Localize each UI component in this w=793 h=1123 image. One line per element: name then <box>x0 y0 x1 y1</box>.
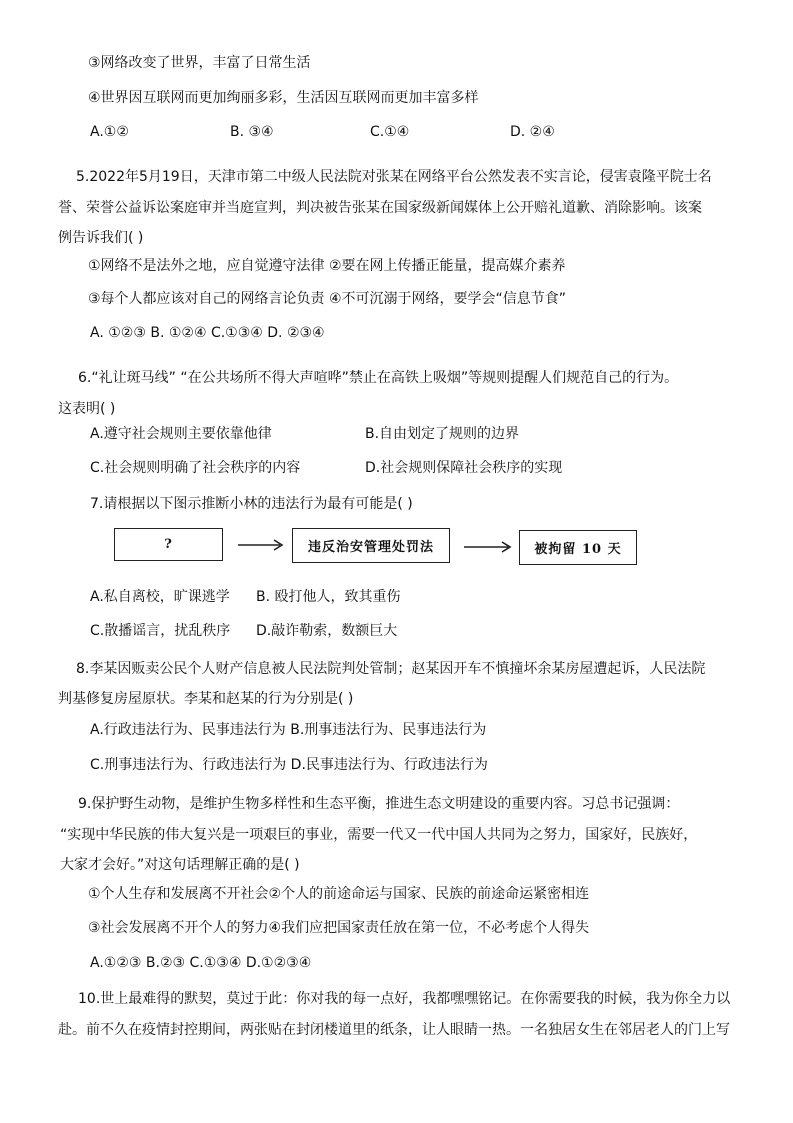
q7-choice-d: D.敲诈勒索，数额巨大 <box>256 623 398 639</box>
q9-options-3-4: ③社会发展离不开个人的努力④我们应把国家责任放在第一位，不必考虑个人得失 <box>88 920 590 936</box>
q9-stem-line1: 9.保护野生动物，是维护生物多样性和生态平衡，推进生态文明建设的重要内容。习总书记强调： <box>78 796 680 812</box>
q4-choice-b: B. ③④ <box>230 124 274 140</box>
q4-choice-a: A.①② <box>90 124 129 140</box>
q4-option-4: ④世界因互联网而更加绚丽多彩，生活因互联网而更加丰富多样 <box>88 90 479 106</box>
q9-stem-line2: “实现中华民族的伟大复兴是一项艰巨的事业，需要一代又一代中国人共同为之努力，国家好，民族好， <box>60 827 698 843</box>
q6-choice-a: A.遵守社会规则主要依靠他律 <box>90 426 272 442</box>
q7-arrow-2 <box>462 538 516 556</box>
q4-choice-d: D. ②④ <box>510 124 555 140</box>
q8-choices-cd: C.刑事违法行为、行政违法行为 D.民事违法行为、行政违法行为 <box>90 757 488 773</box>
q10-stem-line1: 10.世上最难得的默契，莫过于此：你对我的每一点好，我都嘿嘿铭记。在你需要我的时候，我为你全力以 <box>78 991 731 1007</box>
q7-diagram-box-law: 违反治安管理处罚法 <box>292 528 450 563</box>
q8-stem-line2: 判基修复房屋原状。李某和赵某的行为分别是( ) <box>58 691 354 707</box>
q6-stem-line2: 这表明( ) <box>58 401 116 417</box>
q6-choice-b: B.自由划定了规则的边界 <box>365 426 520 442</box>
q4-option-3: ③网络改变了世界，丰富了日常生活 <box>88 55 311 71</box>
q5-stem-line3: 例告诉我们( ) <box>58 230 144 246</box>
q7-arrow-1 <box>236 536 288 554</box>
q10-stem-line2: 赴。前不久在疫情封控期间，两张贴在封闭楼道里的纸条，让人眼睛一热。一名独居女生在邻居老人的门上写 <box>58 1022 730 1038</box>
q7-diagram-box-penalty: 被拘留 10 天 <box>519 530 637 565</box>
q5-stem-line2: 誉、荣誉公益诉讼案庭审并当庭宣判，判决被告张某在国家级新闻媒体上公开赔礼道歉、消除影响。该案 <box>58 200 702 216</box>
q5-stem-line1: 5.2022年5月19日，天津市第二中级人民法院对张某在网络平台公然发表不实言论，侵害袁隆平院士名 <box>76 169 712 185</box>
q7-choice-c: C.散播谣言，扰乱秩序 <box>90 623 231 639</box>
q7-diagram-box-unknown: ? <box>114 528 223 561</box>
q5-choices: A. ①②③ B. ①②④ C.①③④ D. ②③④ <box>90 325 325 341</box>
q8-choices-ab: A.行政违法行为、民事违法行为 B.刑事违法行为、民事违法行为 <box>90 722 487 738</box>
q6-choice-c: C.社会规则明确了社会秩序的内容 <box>90 460 301 476</box>
q9-stem-line3: 大家才会好。”对这句话理解正确的是( ) <box>60 857 300 873</box>
q5-options-1-2: ①网络不是法外之地，应自觉遵守法律 ②要在网上传播正能量，提高媒介素养 <box>88 258 566 274</box>
q7-choice-a: A.私自离校，旷课逃学 <box>90 589 230 605</box>
q4-choice-c: C.①④ <box>370 124 410 140</box>
q6-choice-d: D.社会规则保障社会秩序的实现 <box>365 460 563 476</box>
q9-options-1-2: ①个人生存和发展离不开社会②个人的前途命运与国家、民族的前途命运紧密相连 <box>88 886 590 902</box>
q9-choices: A.①②③ B.②③ C.①③④ D.①②③④ <box>90 955 312 971</box>
q6-stem-line1: 6.“礼让斑马线” “在公共场所不得大声喧哗”禁止在高铁上吸烟”等规则提醒人们规范自己的行为。 <box>78 370 679 386</box>
q7-stem: 7.请根据以下图示推断小林的违法行为最有可能是( ) <box>90 496 413 512</box>
q7-choice-b: B. 殴打他人，致其重伤 <box>256 589 401 605</box>
q8-stem-line1: 8.李某因贩卖公民个人财产信息被人民法院判处管制；赵某因开车不慎撞坏余某房屋遭起诉，人民法院 <box>76 661 706 677</box>
q5-options-3-4: ③每个人都应该对自己的网络言论负责 ④不可沉溺于网络，要学会“信息节食” <box>88 291 567 307</box>
